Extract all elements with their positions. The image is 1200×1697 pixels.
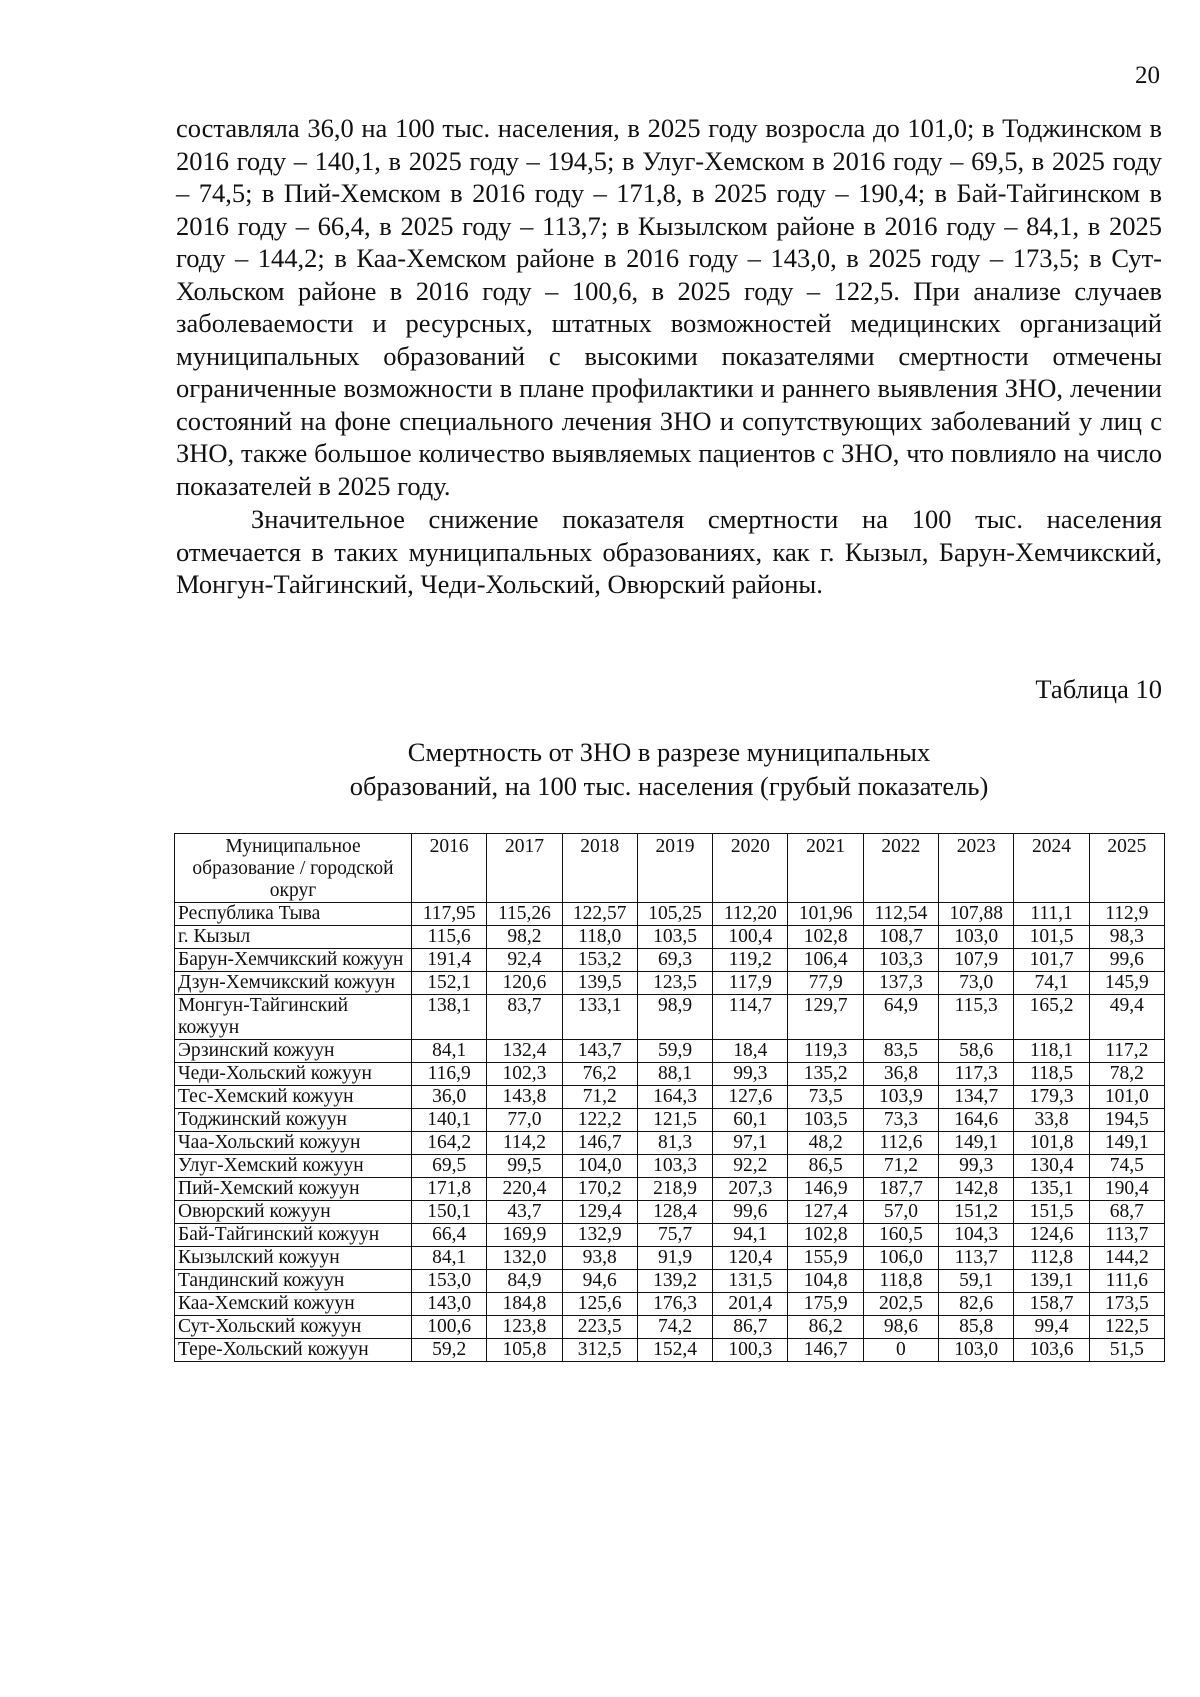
- row-value-cell: 118,8: [863, 1270, 938, 1293]
- page-number: 20: [1135, 62, 1160, 89]
- row-value-cell: 158,7: [1014, 1293, 1089, 1316]
- row-value-cell: 100,3: [713, 1339, 788, 1362]
- row-municipality-name: Кызылский кожуун: [175, 1247, 412, 1270]
- header-municipality: Муниципальное образование / городской округ: [175, 834, 412, 903]
- row-value-cell: 171,8: [412, 1178, 487, 1201]
- row-value-cell: 153,0: [412, 1270, 487, 1293]
- row-value-cell: 112,20: [713, 903, 788, 926]
- row-value-cell: 69,5: [412, 1155, 487, 1178]
- table-row: [175, 1178, 1165, 1201]
- header-year: 2023: [939, 834, 1014, 903]
- row-value-cell: 103,5: [637, 926, 712, 949]
- row-value-cell: 91,9: [637, 1247, 712, 1270]
- table-row: [175, 995, 1165, 1040]
- table-body: [175, 903, 1165, 1362]
- row-municipality-name: Чеди-Хольский кожуун: [175, 1063, 412, 1086]
- row-value-cell: 152,1: [412, 972, 487, 995]
- header-year: 2018: [562, 834, 637, 903]
- row-municipality-name: Эрзинский кожуун: [175, 1040, 412, 1063]
- row-value-cell: 84,1: [412, 1040, 487, 1063]
- table-row: [175, 1293, 1165, 1316]
- row-value-cell: 74,1: [1014, 972, 1089, 995]
- row-value-cell: 121,5: [637, 1109, 712, 1132]
- row-value-cell: 122,57: [562, 903, 637, 926]
- header-year: 2020: [713, 834, 788, 903]
- row-value-cell: 88,1: [637, 1063, 712, 1086]
- table-row: [175, 1247, 1165, 1270]
- row-value-cell: 127,4: [788, 1201, 863, 1224]
- table-label: Таблица 10: [1035, 674, 1162, 704]
- row-value-cell: 102,8: [788, 1224, 863, 1247]
- row-value-cell: 120,4: [713, 1247, 788, 1270]
- table-row: [175, 1224, 1165, 1247]
- row-municipality-name: Овюрский кожуун: [175, 1201, 412, 1224]
- row-value-cell: 82,6: [939, 1293, 1014, 1316]
- row-value-cell: 120,6: [487, 972, 562, 995]
- row-value-cell: 107,9: [939, 949, 1014, 972]
- row-value-cell: 36,8: [863, 1063, 938, 1086]
- row-value-cell: 134,7: [939, 1086, 1014, 1109]
- row-value-cell: 164,6: [939, 1109, 1014, 1132]
- row-municipality-name: Чаа-Хольский кожуун: [175, 1132, 412, 1155]
- row-municipality-name: Улуг-Хемский кожуун: [175, 1155, 412, 1178]
- row-value-cell: 59,1: [939, 1270, 1014, 1293]
- row-value-cell: 176,3: [637, 1293, 712, 1316]
- header-year: 2016: [412, 834, 487, 903]
- row-value-cell: 71,2: [562, 1086, 637, 1109]
- table-row: [175, 1040, 1165, 1063]
- row-value-cell: 117,95: [412, 903, 487, 926]
- row-value-cell: 128,4: [637, 1201, 712, 1224]
- row-value-cell: 0: [863, 1339, 938, 1362]
- row-value-cell: 73,0: [939, 972, 1014, 995]
- row-value-cell: 117,3: [939, 1063, 1014, 1086]
- row-value-cell: 106,0: [863, 1247, 938, 1270]
- row-value-cell: 122,5: [1089, 1316, 1164, 1339]
- table-row: [175, 1063, 1165, 1086]
- row-value-cell: 129,7: [788, 995, 863, 1040]
- row-value-cell: 83,5: [863, 1040, 938, 1063]
- row-value-cell: 118,0: [562, 926, 637, 949]
- header-year: 2017: [487, 834, 562, 903]
- row-value-cell: 68,7: [1089, 1201, 1164, 1224]
- row-value-cell: 103,9: [863, 1086, 938, 1109]
- row-value-cell: 165,2: [1014, 995, 1089, 1040]
- row-municipality-name: г. Кызыл: [175, 926, 412, 949]
- table-row: [175, 1109, 1165, 1132]
- row-value-cell: 57,0: [863, 1201, 938, 1224]
- row-value-cell: 151,5: [1014, 1201, 1089, 1224]
- row-value-cell: 139,1: [1014, 1270, 1089, 1293]
- row-value-cell: 98,9: [637, 995, 712, 1040]
- row-value-cell: 101,7: [1014, 949, 1089, 972]
- row-value-cell: 86,2: [788, 1316, 863, 1339]
- row-value-cell: 218,9: [637, 1178, 712, 1201]
- row-value-cell: 74,2: [637, 1316, 712, 1339]
- row-value-cell: 146,7: [788, 1339, 863, 1362]
- row-value-cell: 93,8: [562, 1247, 637, 1270]
- row-value-cell: 111,1: [1014, 903, 1089, 926]
- row-value-cell: 160,5: [863, 1224, 938, 1247]
- row-value-cell: 115,6: [412, 926, 487, 949]
- row-value-cell: 116,9: [412, 1063, 487, 1086]
- row-value-cell: 152,4: [637, 1339, 712, 1362]
- table-row: [175, 926, 1165, 949]
- row-value-cell: 77,9: [788, 972, 863, 995]
- row-value-cell: 99,3: [713, 1063, 788, 1086]
- row-value-cell: 312,5: [562, 1339, 637, 1362]
- row-value-cell: 137,3: [863, 972, 938, 995]
- row-value-cell: 118,1: [1014, 1040, 1089, 1063]
- table-title-line-1: Смертность от ЗНО в разрезе муниципальных: [407, 737, 931, 767]
- row-value-cell: 139,2: [637, 1270, 712, 1293]
- table-title: [176, 735, 1162, 803]
- row-value-cell: 33,8: [1014, 1109, 1089, 1132]
- row-value-cell: 100,4: [713, 926, 788, 949]
- row-value-cell: 184,8: [487, 1293, 562, 1316]
- row-value-cell: 103,3: [637, 1155, 712, 1178]
- row-value-cell: 117,2: [1089, 1040, 1164, 1063]
- row-value-cell: 84,9: [487, 1270, 562, 1293]
- row-value-cell: 132,0: [487, 1247, 562, 1270]
- table-row: [175, 1086, 1165, 1109]
- row-value-cell: 78,2: [1089, 1063, 1164, 1086]
- row-value-cell: 76,2: [562, 1063, 637, 1086]
- table-row: [175, 972, 1165, 995]
- row-value-cell: 207,3: [713, 1178, 788, 1201]
- row-value-cell: 84,1: [412, 1247, 487, 1270]
- row-value-cell: 51,5: [1089, 1339, 1164, 1362]
- table-header-row: [175, 834, 1165, 903]
- row-value-cell: 149,1: [939, 1132, 1014, 1155]
- table-row: [175, 1155, 1165, 1178]
- row-value-cell: 122,2: [562, 1109, 637, 1132]
- row-value-cell: 187,7: [863, 1178, 938, 1201]
- row-value-cell: 36,0: [412, 1086, 487, 1109]
- row-value-cell: 86,7: [713, 1316, 788, 1339]
- row-value-cell: 73,5: [788, 1086, 863, 1109]
- row-value-cell: 49,4: [1089, 995, 1164, 1040]
- row-value-cell: 164,2: [412, 1132, 487, 1155]
- row-value-cell: 102,3: [487, 1063, 562, 1086]
- row-value-cell: 131,5: [713, 1270, 788, 1293]
- row-value-cell: 94,6: [562, 1270, 637, 1293]
- row-municipality-name: Тес-Хемский кожуун: [175, 1086, 412, 1109]
- row-municipality-name: Пий-Хемский кожуун: [175, 1178, 412, 1201]
- row-value-cell: 202,5: [863, 1293, 938, 1316]
- row-value-cell: 173,5: [1089, 1293, 1164, 1316]
- row-value-cell: 99,3: [939, 1155, 1014, 1178]
- row-value-cell: 124,6: [1014, 1224, 1089, 1247]
- paragraph-2: Значительное снижение показателя смертности на 100 тыс. населения отмечается в таких муниципальных образованиях, как г. Кызыл, Барун-Хемчикский, Монгун-Тайгинский, Чеди-Хольский, Овюрский районы.: [176, 504, 1162, 599]
- row-value-cell: 105,8: [487, 1339, 562, 1362]
- row-value-cell: 81,3: [637, 1132, 712, 1155]
- row-value-cell: 112,6: [863, 1132, 938, 1155]
- row-value-cell: 169,9: [487, 1224, 562, 1247]
- row-value-cell: 133,1: [562, 995, 637, 1040]
- row-value-cell: 146,9: [788, 1178, 863, 1201]
- row-value-cell: 140,1: [412, 1109, 487, 1132]
- row-value-cell: 139,5: [562, 972, 637, 995]
- row-value-cell: 98,6: [863, 1316, 938, 1339]
- row-value-cell: 98,2: [487, 926, 562, 949]
- row-value-cell: 129,4: [562, 1201, 637, 1224]
- row-value-cell: 107,88: [939, 903, 1014, 926]
- row-value-cell: 127,6: [713, 1086, 788, 1109]
- row-value-cell: 83,7: [487, 995, 562, 1040]
- row-value-cell: 223,5: [562, 1316, 637, 1339]
- row-value-cell: 104,3: [939, 1224, 1014, 1247]
- row-value-cell: 100,6: [412, 1316, 487, 1339]
- row-value-cell: 74,5: [1089, 1155, 1164, 1178]
- row-value-cell: 112,9: [1089, 903, 1164, 926]
- table-row: [175, 1316, 1165, 1339]
- row-value-cell: 59,2: [412, 1339, 487, 1362]
- row-value-cell: 153,2: [562, 949, 637, 972]
- row-value-cell: 191,4: [412, 949, 487, 972]
- row-value-cell: 99,6: [1089, 949, 1164, 972]
- row-municipality-name: Тоджинский кожуун: [175, 1109, 412, 1132]
- row-value-cell: 142,8: [939, 1178, 1014, 1201]
- row-value-cell: 97,1: [713, 1132, 788, 1155]
- row-municipality-name: Монгун-Тайгинский кожуун: [175, 995, 412, 1040]
- row-value-cell: 112,54: [863, 903, 938, 926]
- row-value-cell: 112,8: [1014, 1247, 1089, 1270]
- row-value-cell: 143,7: [562, 1040, 637, 1063]
- row-value-cell: 111,6: [1089, 1270, 1164, 1293]
- row-value-cell: 151,2: [939, 1201, 1014, 1224]
- row-value-cell: 92,4: [487, 949, 562, 972]
- row-value-cell: 138,1: [412, 995, 487, 1040]
- row-value-cell: 105,25: [637, 903, 712, 926]
- table-title-line-2: образований, на 100 тыс. населения (грубый показатель): [349, 771, 989, 801]
- row-value-cell: 102,8: [788, 926, 863, 949]
- row-value-cell: 86,5: [788, 1155, 863, 1178]
- row-value-cell: 99,6: [713, 1201, 788, 1224]
- row-value-cell: 104,8: [788, 1270, 863, 1293]
- row-value-cell: 123,8: [487, 1316, 562, 1339]
- row-value-cell: 132,4: [487, 1040, 562, 1063]
- row-value-cell: 125,6: [562, 1293, 637, 1316]
- table-container: [174, 833, 1164, 1362]
- row-value-cell: 190,4: [1089, 1178, 1164, 1201]
- row-value-cell: 130,4: [1014, 1155, 1089, 1178]
- row-value-cell: 101,5: [1014, 926, 1089, 949]
- table-row: [175, 949, 1165, 972]
- row-value-cell: 66,4: [412, 1224, 487, 1247]
- row-value-cell: 69,3: [637, 949, 712, 972]
- row-value-cell: 143,8: [487, 1086, 562, 1109]
- row-value-cell: 146,7: [562, 1132, 637, 1155]
- row-value-cell: 113,7: [939, 1247, 1014, 1270]
- row-value-cell: 103,6: [1014, 1339, 1089, 1362]
- row-value-cell: 115,26: [487, 903, 562, 926]
- row-value-cell: 103,0: [939, 926, 1014, 949]
- row-value-cell: 114,7: [713, 995, 788, 1040]
- row-value-cell: 60,1: [713, 1109, 788, 1132]
- row-value-cell: 99,5: [487, 1155, 562, 1178]
- row-value-cell: 118,5: [1014, 1063, 1089, 1086]
- paragraph-1: составляла 36,0 на 100 тыс. населения, в 2025 году возросла до 101,0; в Тоджинском в 2016 году – 140,1, в 2025 году – 194,5; в Улуг-Хемском в 2016 году – 69,5, в 2025 году – 74,5; в Пий-Хемском в 2016 году – 171,8, в 2025 году – 190,4; в Бай-Тайгинском в 2016 году – 66,4, в 2025 году – 113,7; в Кызылском районе в 2016 году – 84,1, в 2025 году – 144,2; в Каа-Хемском районе в 2016 году – 143,0, в 2025 году – 173,5; в Сут-Хольском районе в 2016 году – 100,6, в 2025 году – 122,5. При анализе случаев заболеваемости и ресурсных, штатных возможностей медицинских организаций муниципальных образований с высокими показателями смертности отмечены ограниченные возможности в плане профилактики и раннего выявления ЗНО, лечении состояний на фоне специального лечения ЗНО и сопутствующих заболеваний у лиц с ЗНО, также большое количество выявляемых пациентов с ЗНО, что повлияло на число показателей в 2025 году.: [176, 113, 1162, 501]
- row-value-cell: 135,2: [788, 1063, 863, 1086]
- row-value-cell: 145,9: [1089, 972, 1164, 995]
- header-year: 2022: [863, 834, 938, 903]
- row-value-cell: 108,7: [863, 926, 938, 949]
- row-value-cell: 18,4: [713, 1040, 788, 1063]
- row-value-cell: 94,1: [713, 1224, 788, 1247]
- row-value-cell: 201,4: [713, 1293, 788, 1316]
- row-value-cell: 143,0: [412, 1293, 487, 1316]
- row-value-cell: 119,2: [713, 949, 788, 972]
- row-municipality-name: Сут-Хольский кожуун: [175, 1316, 412, 1339]
- row-value-cell: 135,1: [1014, 1178, 1089, 1201]
- row-municipality-name: Республика Тыва: [175, 903, 412, 926]
- row-value-cell: 48,2: [788, 1132, 863, 1155]
- row-municipality-name: Барун-Хемчикский кожуун: [175, 949, 412, 972]
- row-value-cell: 104,0: [562, 1155, 637, 1178]
- row-value-cell: 123,5: [637, 972, 712, 995]
- row-value-cell: 150,1: [412, 1201, 487, 1224]
- row-value-cell: 103,0: [939, 1339, 1014, 1362]
- row-value-cell: 155,9: [788, 1247, 863, 1270]
- row-value-cell: 194,5: [1089, 1109, 1164, 1132]
- row-value-cell: 170,2: [562, 1178, 637, 1201]
- row-municipality-name: Тере-Хольский кожуун: [175, 1339, 412, 1362]
- row-value-cell: 103,5: [788, 1109, 863, 1132]
- row-value-cell: 58,6: [939, 1040, 1014, 1063]
- row-value-cell: 85,8: [939, 1316, 1014, 1339]
- row-municipality-name: Бай-Тайгинский кожуун: [175, 1224, 412, 1247]
- table-row: [175, 903, 1165, 926]
- row-value-cell: 101,96: [788, 903, 863, 926]
- row-value-cell: 103,3: [863, 949, 938, 972]
- row-value-cell: 114,2: [487, 1132, 562, 1155]
- row-value-cell: 77,0: [487, 1109, 562, 1132]
- body-text: [176, 112, 1162, 601]
- table-row: [175, 1201, 1165, 1224]
- row-value-cell: 149,1: [1089, 1132, 1164, 1155]
- row-value-cell: 117,9: [713, 972, 788, 995]
- row-value-cell: 101,0: [1089, 1086, 1164, 1109]
- row-value-cell: 220,4: [487, 1178, 562, 1201]
- row-value-cell: 106,4: [788, 949, 863, 972]
- row-value-cell: 73,3: [863, 1109, 938, 1132]
- table-row: [175, 1339, 1165, 1362]
- row-municipality-name: Тандинский кожуун: [175, 1270, 412, 1293]
- row-value-cell: 113,7: [1089, 1224, 1164, 1247]
- header-year: 2025: [1089, 834, 1164, 903]
- row-value-cell: 132,9: [562, 1224, 637, 1247]
- row-value-cell: 144,2: [1089, 1247, 1164, 1270]
- row-value-cell: 75,7: [637, 1224, 712, 1247]
- row-value-cell: 43,7: [487, 1201, 562, 1224]
- row-value-cell: 64,9: [863, 995, 938, 1040]
- mortality-table: [174, 833, 1165, 1362]
- header-year: 2021: [788, 834, 863, 903]
- row-value-cell: 179,3: [1014, 1086, 1089, 1109]
- row-municipality-name: Дзун-Хемчикский кожуун: [175, 972, 412, 995]
- row-municipality-name: Каа-Хемский кожуун: [175, 1293, 412, 1316]
- row-value-cell: 175,9: [788, 1293, 863, 1316]
- row-value-cell: 71,2: [863, 1155, 938, 1178]
- row-value-cell: 59,9: [637, 1040, 712, 1063]
- table-row: [175, 1132, 1165, 1155]
- row-value-cell: 115,3: [939, 995, 1014, 1040]
- header-year: 2019: [637, 834, 712, 903]
- row-value-cell: 98,3: [1089, 926, 1164, 949]
- row-value-cell: 164,3: [637, 1086, 712, 1109]
- row-value-cell: 92,2: [713, 1155, 788, 1178]
- table-row: [175, 1270, 1165, 1293]
- header-year: 2024: [1014, 834, 1089, 903]
- row-value-cell: 99,4: [1014, 1316, 1089, 1339]
- row-value-cell: 119,3: [788, 1040, 863, 1063]
- row-value-cell: 101,8: [1014, 1132, 1089, 1155]
